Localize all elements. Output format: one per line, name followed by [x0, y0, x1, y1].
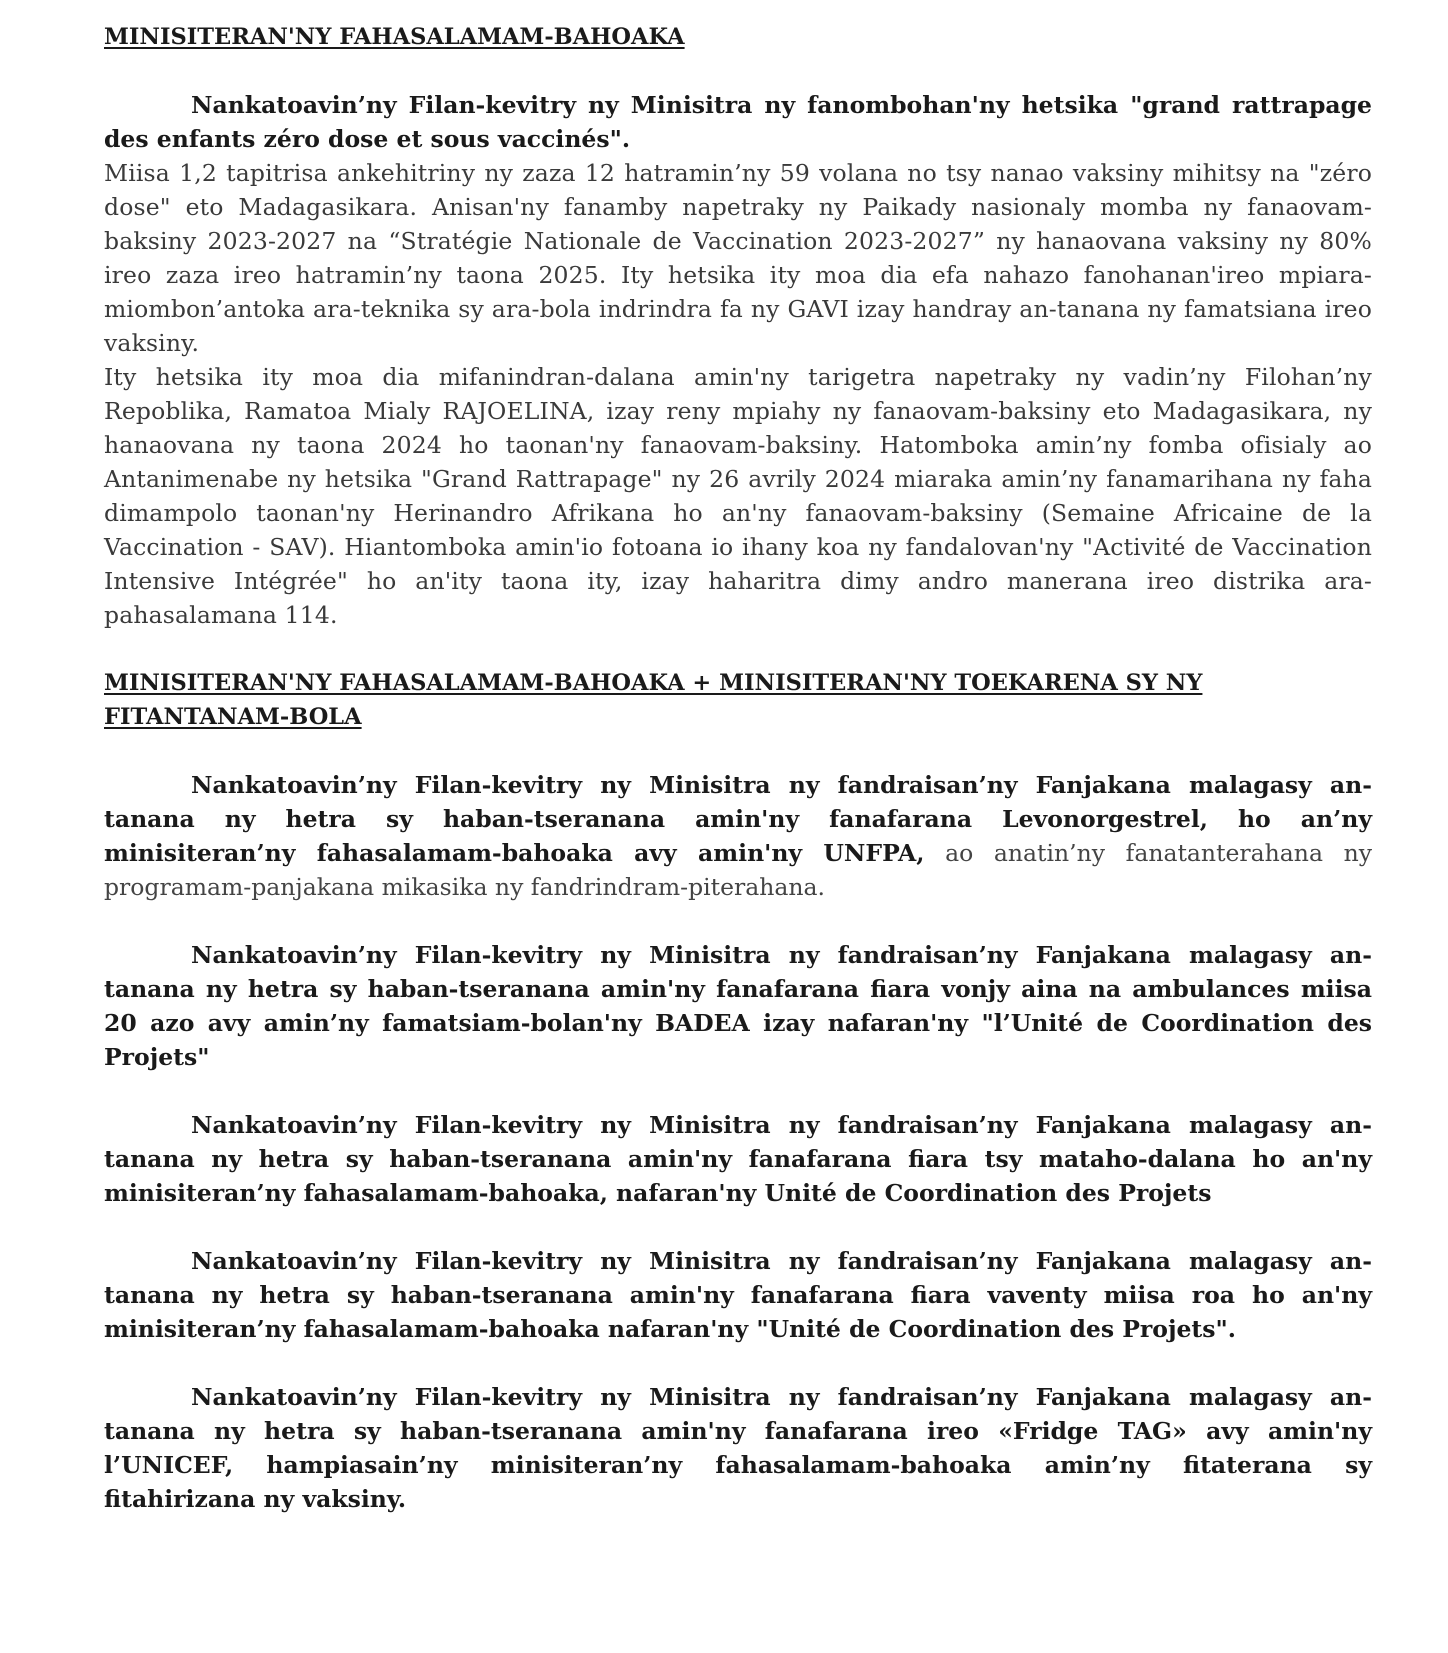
section1-heading: MINISITERAN'NY FAHASALAMAM-BAHOAKA [104, 24, 685, 50]
section2-item-5: Nankatoavin’ny Filan-kevitry ny Minisitra ny fandraisan’ny Fanjakana malagasy an-tanana ny hetra sy haban-tseranana amin'ny fanafarana ireo «Fridge TAG» avy amin'ny l’UNICEF, hampiasain’ny minisiteran’ny fahasalamam-bahoaka amin’ny fitaterana sy fitahirizana ny vaksiny. [104, 1383, 1372, 1513]
spacer [104, 632, 1372, 666]
spacer [104, 1210, 1372, 1244]
section2-item-1 [104, 768, 1372, 904]
spacer [104, 1346, 1372, 1380]
section2-heading: MINISITERAN'NY FAHASALAMAM-BAHOAKA + MINISITERAN'NY TOEKARENA SY NY FITANTANAM-BOLA [104, 670, 1203, 730]
section1-lead: Nankatoavin’ny Filan-kevitry ny Minisitra ny fanombohan'ny hetsika "grand rattrapage des enfants zéro dose et sous vaccinés". [104, 91, 1372, 153]
document-page [104, 20, 1372, 1516]
spacer [104, 734, 1372, 768]
section2-item-1-bold: Nankatoavin’ny Filan-kevitry ny Minisitra ny fandraisan’ny Fanjakana malagasy an-tanana ny hetra sy haban-tseranana amin'ny fanafarana Levonorgestrel, ho an’ny minisiteran’ny fahasalamam-bahoaka avy amin'ny UNFPA, [104, 771, 1372, 867]
section1-paragraph-2: Ity hetsika ity moa dia mifanindran-dalana amin'ny tarigetra napetraky ny vadin’ny Filohan’ny Repoblika, Ramatoa Mialy RAJOELINA, izay reny mpiahy ny fanaovam-baksiny eto Madagasikara, ny hanaovana ny taona 2024 ho taonan'ny fanaovam-baksiny. Hatomboka amin’ny fomba ofisialy ao Antanimenabe ny hetsika "Grand Rattrapage" ny 26 avrily 2024 miaraka amin’ny fanamarihana ny faha dimampolo taonan'ny Herinandro Afrikana ho an'ny fanaovam-baksiny (Semaine Africaine de la Vaccination - SAV). Hiantomboka amin'io fotoana io ihany koa ny fandalovan'ny "Activité de Vaccination Intensive Intégrée" ho an'ity taona ity, izay haharitra dimy andro manerana ireo distrika ara-pahasalamana 114. [104, 363, 1372, 629]
spacer [104, 1074, 1372, 1108]
spacer [104, 904, 1372, 938]
section2-item-3: Nankatoavin’ny Filan-kevitry ny Minisitra ny fandraisan’ny Fanjakana malagasy an-tanana ny hetra sy haban-tseranana amin'ny fanafarana fiara tsy mataho-dalana ho an'ny minisiteran’ny fahasalamam-bahoaka, nafaran'ny Unité de Coordination des Projets [104, 1111, 1372, 1207]
section2-item-4: Nankatoavin’ny Filan-kevitry ny Minisitra ny fandraisan’ny Fanjakana malagasy an-tanana ny hetra sy haban-tseranana amin'ny fanafarana fiara vaventy miisa roa ho an'ny minisiteran’ny fahasalamam-bahoaka nafaran'ny "Unité de Coordination des Projets". [104, 1247, 1372, 1343]
section2-item-2: Nankatoavin’ny Filan-kevitry ny Minisitra ny fandraisan’ny Fanjakana malagasy an-tanana ny hetra sy haban-tseranana amin'ny fanafarana fiara vonjy aina na ambulances miisa 20 azo avy amin’ny famatsiam-bolan'ny BADEA izay nafaran'ny "l’Unité de Coordination des Projets" [104, 941, 1372, 1071]
section1-paragraph-1: Miisa 1,2 tapitrisa ankehitriny ny zaza 12 hatramin’ny 59 volana no tsy nanao vaksiny mihitsy na "zéro dose" eto Madagasikara. Anisan'ny fanamby napetraky ny Paikady nasionaly momba ny fanaovam-baksiny 2023-2027 na “Stratégie Nationale de Vaccination 2023-2027” ny hanaovana vaksiny ny 80% ireo zaza ireo hatramin’ny taona 2025. Ity hetsika ity moa dia efa nahazo fanohanan'ireo mpiara-miombon’antoka ara-teknika sy ara-bola indrindra fa ny GAVI izay handray an-tanana ny famatsiana ireo vaksiny. [104, 159, 1372, 357]
spacer [104, 54, 1372, 88]
section2-item-1-rest: ao anatin’ny fanatanterahana ny programam-panjakana mikasika ny fandrindram-piterahana. [104, 839, 1372, 901]
